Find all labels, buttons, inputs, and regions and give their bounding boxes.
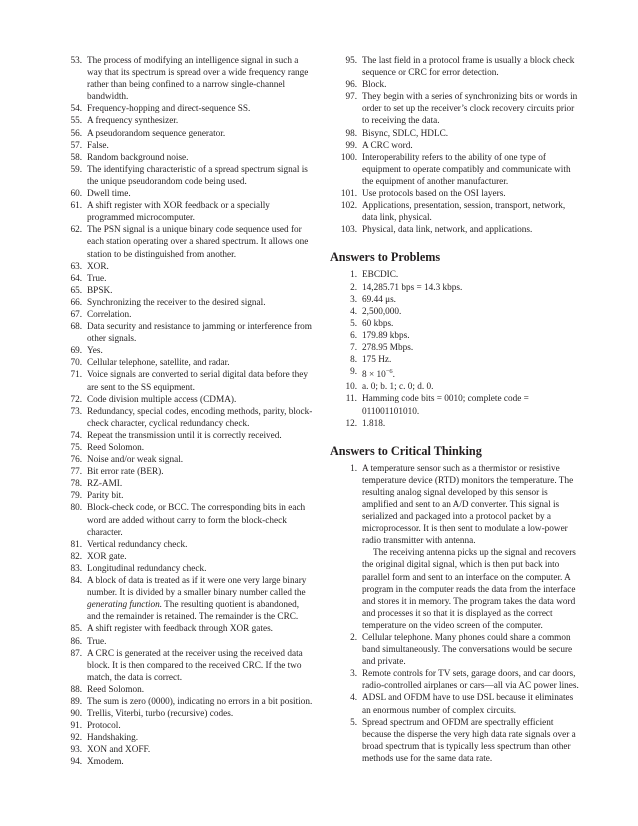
answer-text bbox=[362, 140, 580, 152]
answer-item bbox=[63, 128, 313, 140]
answer-text bbox=[87, 466, 313, 478]
problem-answer-item bbox=[330, 393, 580, 417]
answer-text-run: The identifying characteristic of a spread spectrum signal is the unique pseudorandom code being used. bbox=[87, 164, 308, 187]
answer-number: 58. bbox=[70, 152, 82, 163]
answer-item bbox=[330, 224, 580, 236]
problem-answer-text-run: 8 × 10 bbox=[362, 370, 386, 381]
answer-number: 92. bbox=[70, 733, 82, 744]
critical-answer-text-run: Remote controls for TV sets, garage doors, and car doors, radio-controlled airplanes or cars—all via AC power lines. bbox=[362, 669, 579, 692]
problem-answer-number: 12. bbox=[345, 418, 357, 429]
problem-answer-text bbox=[362, 418, 580, 430]
answer-text-run: Dwell time. bbox=[87, 189, 131, 200]
critical-answer-text-run: ADSL and OFDM have to use DSL because it eliminates an enormous number of complex circuits. bbox=[362, 693, 574, 716]
answer-text-run: Xmodem. bbox=[87, 757, 124, 768]
answer-number: 56. bbox=[70, 128, 82, 139]
answer-text bbox=[362, 152, 580, 188]
answer-text-run: Trellis, Viterbi, turbo (recursive) codes. bbox=[87, 709, 234, 720]
answer-text bbox=[87, 442, 313, 454]
answer-item bbox=[63, 478, 313, 490]
problem-answer-number: 1. bbox=[350, 270, 357, 281]
critical-answer-text bbox=[362, 632, 580, 668]
problem-answer-text-run: 1.818. bbox=[362, 418, 386, 429]
critical-answer-text-run: Spread spectrum and OFDM are spectrally efficient because the disperse the very high data rate signals over a broad spectrum that is typically less spectrum than other methods use for the same data rate. bbox=[362, 717, 576, 764]
answer-text bbox=[87, 345, 313, 357]
answer-item bbox=[63, 55, 313, 103]
answer-item bbox=[63, 502, 313, 538]
problem-answer-item bbox=[330, 354, 580, 366]
answer-number: 84. bbox=[70, 576, 82, 587]
answer-number: 83. bbox=[70, 563, 82, 574]
problem-answer-text-run: a. 0; b. 1; c. 0; d. 0. bbox=[362, 382, 434, 393]
answer-text-run: Handshaking. bbox=[87, 733, 139, 744]
answer-text bbox=[87, 732, 313, 744]
answer-text-run: A CRC word. bbox=[362, 140, 413, 151]
answer-text-run: BPSK. bbox=[87, 285, 113, 296]
answer-number: 103. bbox=[340, 225, 357, 236]
answer-number: 86. bbox=[70, 636, 82, 647]
problem-answer-text bbox=[362, 282, 580, 294]
answer-number: 74. bbox=[70, 430, 82, 441]
answer-number: 71. bbox=[70, 370, 82, 381]
problem-answer-text bbox=[362, 366, 580, 381]
problem-answer-number: 8. bbox=[350, 355, 357, 366]
review-answers-continued bbox=[330, 55, 580, 236]
problem-answer-text-run: 175 Hz. bbox=[362, 355, 392, 366]
answer-text-run: The PSN signal is a unique binary code sequence used for each station operating over a shared spectrum. It allows one station to be distinguished from another. bbox=[87, 225, 309, 260]
answer-text bbox=[87, 490, 313, 502]
problem-answer-number: 9. bbox=[350, 367, 357, 378]
answer-text-run: Applications, presentation, session, transport, network, data link, physical. bbox=[362, 201, 566, 224]
answer-number: 93. bbox=[70, 745, 82, 756]
answer-number: 54. bbox=[70, 104, 82, 115]
answer-item bbox=[63, 684, 313, 696]
problem-answer-item bbox=[330, 318, 580, 330]
answer-text bbox=[87, 394, 313, 406]
problem-answer-text-run: Hamming code bits = 0010; complete code = 011001101010. bbox=[362, 394, 529, 417]
answer-text-run: The process of modifying an intelligence signal in such a way that its spectrum is spread over a wide frequency range rather than being confined to a narrow single-channel bandwidth. bbox=[87, 56, 309, 103]
problem-answer-text bbox=[362, 318, 580, 330]
answer-text-run: A pseudorandom sequence generator. bbox=[87, 128, 226, 139]
answer-text-run: XOR. bbox=[87, 261, 109, 272]
answer-text-run: True. bbox=[87, 273, 107, 284]
answer-item bbox=[63, 696, 313, 708]
critical-answer-item bbox=[330, 632, 580, 668]
answer-item bbox=[63, 321, 313, 345]
answer-item bbox=[63, 720, 313, 732]
problem-answer-item bbox=[330, 306, 580, 318]
answer-text-run: The resulting quotient is abandoned, and the remainder is retained. The remainder is the CRC. bbox=[87, 600, 300, 623]
problem-answer-item bbox=[330, 381, 580, 393]
problem-answer-number: 6. bbox=[350, 330, 357, 341]
answer-text-run: A block of data is treated as if it were one very large binary number. It is divided by a smaller binary number called the bbox=[87, 576, 307, 599]
answer-number: 59. bbox=[70, 164, 82, 175]
answer-text-run: Reed Solomon. bbox=[87, 684, 145, 695]
answer-item bbox=[63, 164, 313, 188]
critical-answer-number: 3. bbox=[350, 669, 357, 680]
right-column bbox=[330, 55, 580, 765]
answer-number: 67. bbox=[70, 309, 82, 320]
answer-item bbox=[63, 756, 313, 768]
answer-number: 78. bbox=[70, 479, 82, 490]
answer-text bbox=[87, 128, 313, 140]
answer-item bbox=[63, 539, 313, 551]
answer-text-run: Noise and/or weak signal. bbox=[87, 455, 184, 466]
answer-text bbox=[87, 454, 313, 466]
answer-text-run: Correlation. bbox=[87, 309, 132, 320]
answer-text-run: Reed Solomon. bbox=[87, 443, 145, 453]
critical-answer-item bbox=[330, 668, 580, 692]
answer-text-run: A shift register with feedback through XOR gates. bbox=[87, 624, 273, 635]
answer-text-run: They begin with a series of synchronizing bits or words in order to set up the receiver’s clock recovery circuits prior to receiving the data. bbox=[362, 92, 578, 127]
critical-answer-number: 5. bbox=[350, 717, 357, 728]
answer-text bbox=[87, 636, 313, 648]
answer-number: 95. bbox=[345, 56, 357, 66]
answer-text bbox=[87, 563, 313, 575]
critical-answer-item bbox=[330, 463, 580, 632]
problem-answer-number: 5. bbox=[350, 318, 357, 329]
answer-item bbox=[63, 623, 313, 635]
problems-section bbox=[330, 250, 580, 429]
critical-answer-number: 2. bbox=[350, 633, 357, 644]
answer-text bbox=[87, 684, 313, 696]
problem-answer-text bbox=[362, 269, 580, 281]
answer-text-run: Interoperability refers to the ability of one type of equipment to operate compatibly and communicate with the equipment of another manufacturer. bbox=[362, 152, 571, 187]
answer-item bbox=[63, 297, 313, 309]
answer-number: 62. bbox=[70, 225, 82, 236]
problem-answer-item bbox=[330, 294, 580, 306]
answer-text bbox=[362, 79, 580, 91]
critical-answer-text bbox=[362, 692, 580, 716]
answer-number: 66. bbox=[70, 297, 82, 308]
answer-item bbox=[63, 430, 313, 442]
problem-answer-text bbox=[362, 393, 580, 417]
problem-answer-item bbox=[330, 282, 580, 294]
answer-number: 68. bbox=[70, 322, 82, 333]
answer-number: 61. bbox=[70, 201, 82, 212]
answer-text-run: Parity bit. bbox=[87, 491, 124, 502]
answer-item bbox=[63, 490, 313, 502]
answer-text bbox=[87, 200, 313, 224]
answer-text bbox=[362, 224, 580, 236]
answer-text bbox=[87, 406, 313, 430]
answer-item bbox=[63, 551, 313, 563]
answer-text-run: Physical, data link, network, and applications. bbox=[362, 225, 533, 236]
answer-text-run: A CRC is generated at the receiver using the received data block. It is then compared to the received CRC. If the two match, the data is correct. bbox=[87, 648, 303, 683]
problem-answer-text-run: EBCDIC. bbox=[362, 270, 399, 281]
problem-answer-text-run: 14,285.71 bps = 14.3 kbps. bbox=[362, 282, 463, 293]
answer-number: 80. bbox=[70, 503, 82, 514]
left-column bbox=[63, 55, 313, 769]
critical-answer-text bbox=[362, 717, 580, 765]
answer-item bbox=[63, 103, 313, 115]
answer-text bbox=[87, 744, 313, 756]
answer-text-run: Synchronizing the receiver to the desired signal. bbox=[87, 297, 266, 308]
problems-heading: Answers to Problems bbox=[330, 250, 441, 265]
answer-number: 69. bbox=[70, 346, 82, 357]
answer-text-run: RZ-AMI. bbox=[87, 479, 123, 490]
answer-item bbox=[63, 224, 313, 260]
answer-text-run: Protocol. bbox=[87, 721, 121, 732]
critical-answer-paragraph: The receiving antenna picks up the signal and recovers the original digital signal, which is then put back into parallel form and sent to an interface on the computer. A program in the computer reads the data from the interface and stores it in memory. The program takes the data word and processes it so that it is displayed as the correct temperature on the video screen of the computer. bbox=[362, 548, 576, 631]
problem-answer-number: 3. bbox=[350, 294, 357, 305]
answer-item bbox=[63, 454, 313, 466]
problem-answer-number: 10. bbox=[345, 382, 357, 393]
answer-text-run: Use protocols based on the OSI layers. bbox=[362, 189, 506, 200]
answer-item bbox=[330, 200, 580, 224]
problem-answer-text bbox=[362, 306, 580, 318]
answer-item bbox=[63, 273, 313, 285]
answer-text bbox=[87, 224, 313, 260]
emphasized-term: generating function. bbox=[87, 600, 163, 611]
answer-item bbox=[63, 200, 313, 224]
answer-item bbox=[63, 466, 313, 478]
problem-answer-number: 11. bbox=[345, 394, 357, 405]
answer-text-run: Bit error rate (BER). bbox=[87, 467, 164, 478]
answer-item bbox=[330, 188, 580, 200]
answer-item bbox=[330, 140, 580, 152]
critical-answer-text-run: A temperature sensor such as a thermistor or resistive temperature device (RTD) monitors the temperature. The resulting analog signal developed by this sensor is amplified and sent to an A/D converter. This signal is serialized and packaged into a protocol packet by a microprocessor. It is then sent to modulate a low-power radio transmitter with antenna. bbox=[362, 463, 574, 547]
answer-text bbox=[87, 696, 313, 708]
critical-answer-item bbox=[330, 717, 580, 765]
critical-answer-text bbox=[362, 463, 580, 632]
answer-text-run: Block. bbox=[362, 80, 387, 91]
answer-text-run: True. bbox=[87, 636, 107, 647]
answer-text bbox=[87, 152, 313, 164]
problem-answer-item bbox=[330, 269, 580, 281]
answer-text bbox=[87, 478, 313, 490]
answer-text bbox=[87, 103, 313, 115]
critical-answer-text-run: Cellular telephone. Many phones could share a common band simultaneously. The conversations would be secure and private. bbox=[362, 633, 573, 668]
problem-answer-text-run: 278.95 Mbps. bbox=[362, 342, 414, 353]
critical-answer-item bbox=[330, 692, 580, 716]
answer-number: 63. bbox=[70, 261, 82, 272]
answer-text bbox=[87, 55, 313, 103]
answer-item bbox=[330, 152, 580, 188]
answer-text bbox=[87, 273, 313, 285]
answer-text bbox=[362, 55, 580, 79]
answer-text-run: A shift register with XOR feedback or a specially programmed microcomputer. bbox=[87, 201, 270, 224]
problem-answer-item bbox=[330, 366, 580, 381]
answer-item bbox=[330, 91, 580, 127]
answer-text bbox=[87, 140, 313, 152]
answer-number: 57. bbox=[70, 140, 82, 151]
answer-number: 60. bbox=[70, 189, 82, 200]
answer-number: 81. bbox=[70, 539, 82, 550]
answer-item bbox=[63, 357, 313, 369]
answer-text bbox=[87, 309, 313, 321]
answer-text-run: Voice signals are converted to serial digital data before they are sent to the SS equipment. bbox=[87, 370, 308, 393]
answer-text-run: Longitudinal redundancy check. bbox=[87, 563, 207, 574]
problem-answer-text-run: 179.89 kbps. bbox=[362, 330, 410, 341]
answer-item bbox=[63, 140, 313, 152]
answer-item bbox=[63, 575, 313, 623]
answer-text-run: A frequency synthesizer. bbox=[87, 116, 179, 127]
answer-number: 65. bbox=[70, 285, 82, 296]
answer-item bbox=[63, 345, 313, 357]
answer-text bbox=[362, 200, 580, 224]
answer-number: 97. bbox=[345, 92, 357, 103]
problem-answer-text-run: 69.44 μs. bbox=[362, 294, 396, 305]
answer-text bbox=[87, 575, 313, 623]
answer-text-run: Vertical redundancy check. bbox=[87, 539, 188, 550]
problem-answer-text bbox=[362, 354, 580, 366]
answer-number: 94. bbox=[70, 757, 82, 768]
answer-text-run: Random background noise. bbox=[87, 152, 189, 163]
problem-answer-text bbox=[362, 381, 580, 393]
answer-text-run: Code division multiple access (CDMA). bbox=[87, 394, 237, 405]
answer-text-run: Redundancy, special codes, encoding methods, parity, block-check character, cyclical redundancy check. bbox=[87, 406, 313, 429]
answer-number: 89. bbox=[70, 696, 82, 707]
problem-answer-text-run: 2,500,000. bbox=[362, 306, 402, 317]
answer-item bbox=[63, 563, 313, 575]
answer-number: 98. bbox=[345, 128, 357, 139]
answer-number: 55. bbox=[70, 116, 82, 127]
problem-answer-item bbox=[330, 342, 580, 354]
answer-item bbox=[63, 115, 313, 127]
critical-thinking-list bbox=[330, 463, 580, 765]
answer-text-run: The last field in a protocol frame is usually a block check sequence or CRC for error detection. bbox=[362, 56, 575, 79]
answer-text-run: Bisync, SDLC, HDLC. bbox=[362, 128, 449, 139]
critical-thinking-heading: Answers to Critical Thinking bbox=[330, 443, 482, 458]
answer-item bbox=[63, 732, 313, 744]
answer-number: 77. bbox=[70, 467, 82, 478]
answer-item bbox=[63, 188, 313, 200]
exponent: −6 bbox=[385, 368, 393, 376]
answer-text bbox=[87, 115, 313, 127]
answer-number: 88. bbox=[70, 684, 82, 695]
answer-item bbox=[63, 152, 313, 164]
critical-answer-number: 1. bbox=[350, 463, 357, 474]
answer-number: 96. bbox=[345, 80, 357, 91]
answer-number: 73. bbox=[70, 406, 82, 417]
answer-text bbox=[87, 551, 313, 563]
answer-item bbox=[63, 261, 313, 273]
answer-item bbox=[63, 708, 313, 720]
answer-text-run: Yes. bbox=[87, 346, 103, 357]
problem-answer-item bbox=[330, 418, 580, 430]
answer-number: 91. bbox=[70, 721, 82, 732]
answer-item bbox=[330, 79, 580, 91]
answer-text bbox=[87, 708, 313, 720]
answer-number: 90. bbox=[70, 709, 82, 720]
answer-number: 70. bbox=[70, 358, 82, 369]
answer-text-run: False. bbox=[87, 140, 109, 151]
answer-number: 79. bbox=[70, 491, 82, 502]
problem-answer-text bbox=[362, 342, 580, 354]
answer-number: 75. bbox=[70, 443, 82, 453]
answer-item bbox=[330, 128, 580, 140]
answer-text bbox=[87, 297, 313, 309]
answer-number: 72. bbox=[70, 394, 82, 405]
answer-text bbox=[87, 430, 313, 442]
answer-text-run: Data security and resistance to jamming or interference from other signals. bbox=[87, 322, 312, 345]
answer-number: 53. bbox=[70, 56, 82, 66]
problem-answer-text-run: . bbox=[392, 370, 395, 381]
problem-answer-text-run: 60 kbps. bbox=[362, 318, 394, 329]
answer-item bbox=[63, 309, 313, 321]
critical-answer-text bbox=[362, 668, 580, 692]
answer-number: 85. bbox=[70, 624, 82, 635]
answer-item bbox=[330, 55, 580, 79]
answer-text bbox=[87, 720, 313, 732]
answer-number: 100. bbox=[340, 152, 357, 163]
answer-item bbox=[63, 285, 313, 297]
answer-text bbox=[87, 164, 313, 188]
answer-text-run: Repeat the transmission until it is correctly received. bbox=[87, 430, 282, 441]
answer-text bbox=[87, 285, 313, 297]
answer-text bbox=[362, 128, 580, 140]
critical-thinking-section bbox=[330, 444, 580, 765]
answer-text-run: Cellular telephone, satellite, and radar. bbox=[87, 358, 230, 369]
answer-text bbox=[87, 321, 313, 345]
answer-text-run: XOR gate. bbox=[87, 551, 127, 562]
answer-item bbox=[63, 394, 313, 406]
critical-answer-number: 4. bbox=[350, 693, 357, 704]
answer-text bbox=[87, 756, 313, 768]
answer-text bbox=[87, 502, 313, 538]
answer-text bbox=[87, 188, 313, 200]
problem-answer-number: 4. bbox=[350, 306, 357, 317]
answer-text bbox=[87, 261, 313, 273]
answer-number: 99. bbox=[345, 140, 357, 151]
answer-text bbox=[87, 539, 313, 551]
answer-text bbox=[362, 188, 580, 200]
answer-number: 102. bbox=[340, 201, 357, 212]
problem-answer-text bbox=[362, 330, 580, 342]
answer-item bbox=[63, 744, 313, 756]
answer-text-run: XON and XOFF. bbox=[87, 745, 151, 756]
answer-number: 82. bbox=[70, 551, 82, 562]
problems-list bbox=[330, 269, 580, 429]
problem-answer-number: 7. bbox=[350, 342, 357, 353]
answer-number: 76. bbox=[70, 455, 82, 466]
answer-text-run: Frequency-hopping and direct-sequence SS. bbox=[87, 104, 251, 115]
answer-text bbox=[87, 369, 313, 393]
answer-text bbox=[87, 623, 313, 635]
answer-item bbox=[63, 406, 313, 430]
answer-item bbox=[63, 442, 313, 454]
answer-text bbox=[362, 91, 580, 127]
answer-number: 101. bbox=[340, 189, 357, 200]
answer-text-run: The sum is zero (0000), indicating no errors in a bit position. bbox=[87, 696, 313, 707]
answer-text-run: Block-check code, or BCC. The corresponding bits in each word are added without carry to form the block-check character. bbox=[87, 503, 306, 538]
answer-number: 87. bbox=[70, 648, 82, 659]
problem-answer-item bbox=[330, 330, 580, 342]
answer-text bbox=[87, 357, 313, 369]
answer-number: 64. bbox=[70, 273, 82, 284]
answer-item bbox=[63, 369, 313, 393]
answer-text bbox=[87, 648, 313, 684]
answer-item bbox=[63, 636, 313, 648]
problem-answer-number: 2. bbox=[350, 282, 357, 293]
problem-answer-text bbox=[362, 294, 580, 306]
answer-item bbox=[63, 648, 313, 684]
